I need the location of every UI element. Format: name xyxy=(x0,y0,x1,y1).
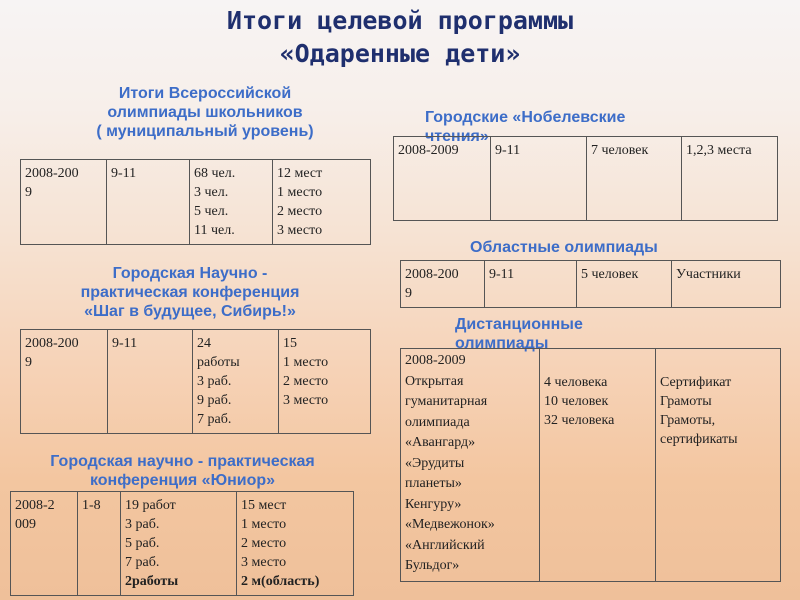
cell-line: 24 xyxy=(197,336,211,351)
cell-line: 12 мест xyxy=(277,166,323,181)
year-cell xyxy=(401,261,485,308)
cell-line: 9 xyxy=(25,355,32,370)
distant-heading-line: олимпиады xyxy=(455,335,549,352)
participants-cell: 7 человек xyxy=(587,137,682,221)
vseros-heading xyxy=(40,84,370,141)
junior-heading xyxy=(10,452,355,490)
cell-line: 11 чел. xyxy=(194,223,235,238)
cell-line: «Английский xyxy=(405,537,485,553)
nobel-table xyxy=(393,136,778,221)
cell-line: Бульдог» xyxy=(405,558,460,573)
distant-heading-line: Дистанционные xyxy=(455,316,583,333)
cell-line: «Медвежонок» xyxy=(405,517,495,532)
shag-heading xyxy=(20,264,360,321)
table-row xyxy=(401,349,781,582)
cell-line: 3 место xyxy=(241,555,287,570)
cell-line: 10 человек xyxy=(544,394,609,409)
cell-line: 9 xyxy=(25,185,32,200)
cell-line: 7 раб. xyxy=(197,412,232,427)
cell-line: 1 место xyxy=(241,517,287,532)
cell-line: 15 мест xyxy=(241,498,287,513)
vseros-heading-line: Итоги Всероссийской xyxy=(118,85,292,102)
cell-line: 1 место xyxy=(283,355,329,370)
shag-heading-line: практическая конференция xyxy=(80,284,300,301)
nobel-heading-line: чтения» xyxy=(425,128,489,145)
oblast-heading: Областные олимпиады xyxy=(470,239,658,256)
results-cell xyxy=(237,492,354,596)
cell-line: сертификаты xyxy=(660,432,738,447)
cell-line: планеты» xyxy=(405,476,462,491)
vseros-heading-line: олимпиады школьников xyxy=(107,104,303,121)
year-cell: 2008-2009 xyxy=(394,137,491,221)
junior-heading-line: конференция «Юниор» xyxy=(89,472,276,489)
description-cell xyxy=(401,349,540,582)
works-cell xyxy=(121,492,237,596)
shag-heading-line: Городская Научно - xyxy=(112,265,268,282)
cell-line: 2008-2 xyxy=(15,498,55,513)
cell-line: 9 xyxy=(405,286,412,301)
cell-line: 2 м(область) xyxy=(241,574,320,589)
junior-table xyxy=(10,491,354,596)
year-cell xyxy=(21,330,108,434)
page-title xyxy=(0,4,800,70)
cell-line: 2 место xyxy=(277,204,323,219)
table-row xyxy=(21,330,371,434)
cell-line: 3 место xyxy=(283,393,329,408)
cell-line: 3 место xyxy=(277,223,323,238)
title-line-1: Итоги целевой программы xyxy=(226,6,574,35)
cell-line: 19 работ xyxy=(125,498,176,513)
cell-line: «Эрудиты xyxy=(405,455,465,471)
cell-line: 32 человека xyxy=(544,413,615,428)
title-line-2: «Одаренные дети» xyxy=(279,39,521,68)
year-cell xyxy=(21,160,107,245)
cell-line: 2работы xyxy=(125,574,179,589)
grade-cell: 9-11 xyxy=(485,261,577,308)
shag-heading-line: «Шаг в будущее, Сибирь!» xyxy=(84,303,296,320)
results-cell: Участники xyxy=(672,261,781,308)
cell-line: Грамоты xyxy=(660,394,712,409)
oblast-table xyxy=(400,260,781,308)
table-row xyxy=(401,261,781,308)
cell-line: гуманитарная xyxy=(405,394,488,409)
junior-heading-line: Городская научно - практическая xyxy=(50,453,315,470)
cell-line: 5 чел. xyxy=(194,204,229,219)
cell-line: 4 человека xyxy=(544,375,608,390)
cell-line: 009 xyxy=(15,517,36,532)
vseros-heading-line: ( муниципальный уровень) xyxy=(96,123,314,140)
cell-line: 2008-2009 xyxy=(405,353,466,368)
results-cell: 1,2,3 места xyxy=(682,137,778,221)
cell-line: 7 раб. xyxy=(125,555,160,570)
cell-line: Грамоты, xyxy=(660,413,716,428)
participants-cell: 5 человек xyxy=(577,261,672,308)
grade-cell: 9-11 xyxy=(491,137,587,221)
cell-line: Сертификат xyxy=(660,375,732,390)
cell-line: 2 место xyxy=(283,374,329,389)
grade-cell: 1-8 xyxy=(78,492,121,596)
vseros-table xyxy=(20,159,371,245)
cell-line: 3 раб. xyxy=(197,374,232,389)
table-row xyxy=(394,137,778,221)
cell-line: 68 чел. xyxy=(194,166,236,181)
results-cell xyxy=(656,349,781,582)
cell-line: 2008-200 xyxy=(25,336,79,351)
results-cell xyxy=(279,330,371,434)
results-cell xyxy=(273,160,371,245)
table-row xyxy=(11,492,354,596)
cell-line: «Авангард» xyxy=(405,435,476,450)
cell-line: 3 чел. xyxy=(194,185,229,200)
cell-line: 5 раб. xyxy=(125,536,160,551)
works-cell xyxy=(193,330,279,434)
grade-cell: 9-11 xyxy=(108,330,193,434)
cell-line: 2008-200 xyxy=(405,267,459,282)
cell-line: 1 место xyxy=(277,185,323,200)
cell-line: олимпиада xyxy=(405,414,470,430)
cell-line: 2 место xyxy=(241,536,287,551)
participants-cell xyxy=(540,349,656,582)
cell-line: Кенгуру» xyxy=(405,496,462,512)
grade-cell: 9-11 xyxy=(107,160,190,245)
participants-cell xyxy=(190,160,273,245)
year-cell xyxy=(11,492,78,596)
distant-table xyxy=(400,348,781,582)
cell-line: 9 раб. xyxy=(197,393,232,408)
cell-line: работы xyxy=(197,355,240,370)
shag-table xyxy=(20,329,371,434)
cell-line: 3 раб. xyxy=(125,517,160,532)
cell-line: Открытая xyxy=(405,373,464,389)
cell-line: 2008-200 xyxy=(25,166,79,181)
cell-line: 15 xyxy=(283,336,297,351)
nobel-heading-line: Городские «Нобелевские xyxy=(425,109,626,126)
table-row xyxy=(21,160,371,245)
